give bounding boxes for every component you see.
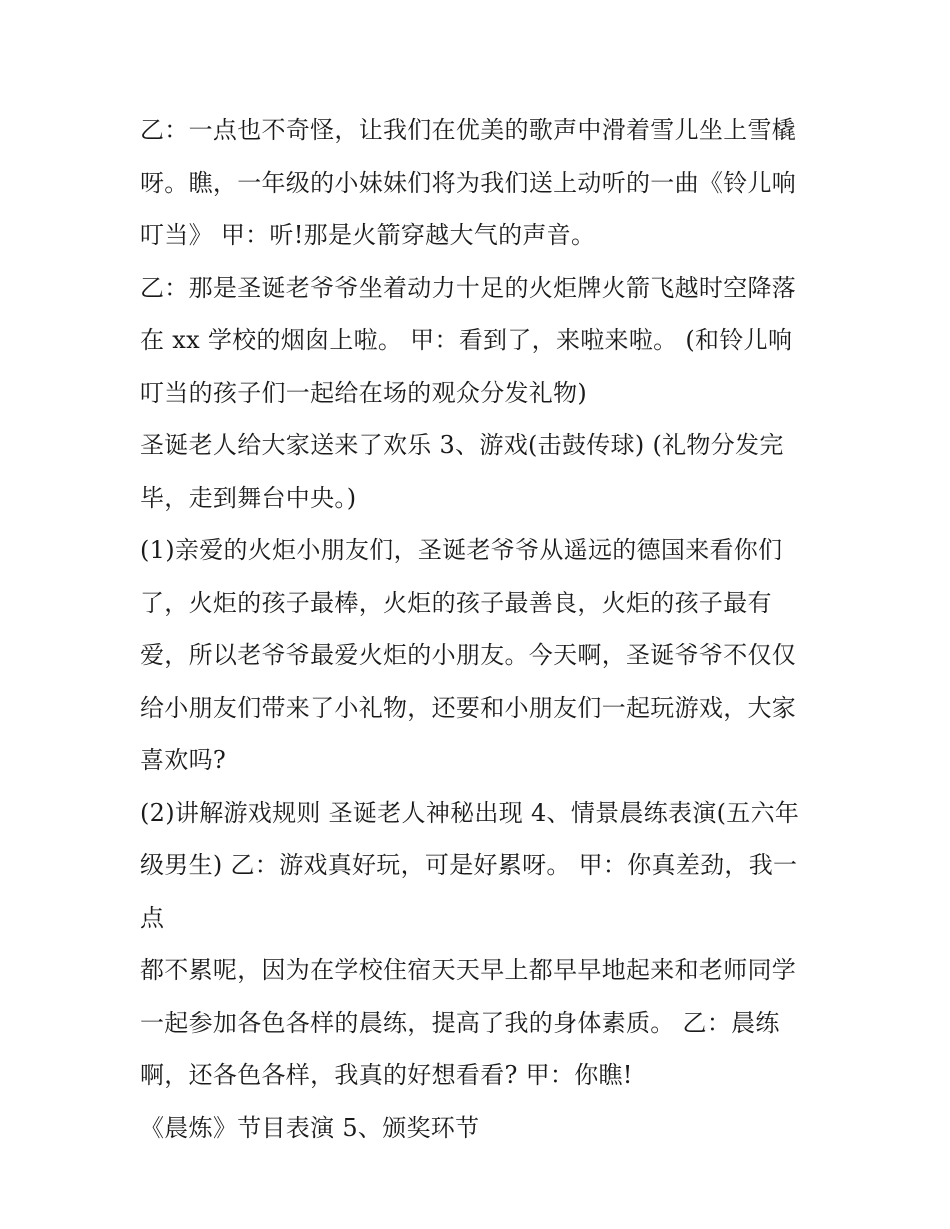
text-line: (1)亲爱的火炬小朋友们，圣诞老爷爷从遥远的德国来看你们 (140, 536, 783, 564)
text-line: 一起参加各色各样的晨练，提高了我的身体素质。 乙：晨练 (140, 1008, 780, 1037)
text-line: 啊，还各色各样，我真的好想看看? 甲：你瞧! (140, 1061, 633, 1089)
text-line: 圣诞老人给大家送来了欢乐 3、游戏(击鼓传球) (礼物分发完 (140, 431, 784, 459)
text-line: 了，火炬的孩子最棒，火炬的孩子最善良，火炬的孩子最有 (140, 588, 772, 617)
text-line: 给小朋友们带来了小礼物，还要和小朋友们一起玩游戏，大家 (140, 693, 797, 722)
text-line: 喜欢吗? (140, 746, 227, 774)
text-line: (2)讲解游戏规则 圣诞老人神秘出现 4、情景晨练表演(五六年 (140, 798, 800, 827)
text-line: 都不累呢，因为在学校住宿天天早上都早早地起来和老师同学 (140, 956, 797, 984)
text-line: 叮当》 甲：听!那是火箭穿越大气的声音。 (140, 221, 596, 249)
text-line: 乙：一点也不奇怪，让我们在优美的歌声中滑着雪儿坐上雪橇 (140, 116, 797, 144)
text-line: 爱，所以老爷爷最爱火炬的小朋友。今天啊，圣诞爷爷不仅仅 (140, 641, 797, 669)
document-body (140, 104, 820, 1154)
text-line: 叮当的孩子们一起给在场的观众分发礼物) (140, 378, 588, 407)
text-line: 级男生) 乙：游戏真好玩，可是好累呀。 甲：你真差劲，我一 (140, 851, 798, 879)
text-line: 呀。瞧，一年级的小妹妹们将为我们送上动听的一曲《铃儿响 (140, 168, 797, 197)
text-line: 毕，走到舞台中央。) (140, 483, 357, 512)
text-line: 乙：那是圣诞老爷爷坐着动力十足的火炬牌火箭飞越时空降落 (140, 273, 797, 302)
text-line: 《晨炼》节目表演 5、颁奖环节 (140, 1113, 480, 1142)
text-line: 点 (140, 903, 165, 932)
text-line: 在 xx 学校的烟囱上啦。 甲：看到了，来啦来啦。 (和铃儿响 (140, 326, 793, 354)
